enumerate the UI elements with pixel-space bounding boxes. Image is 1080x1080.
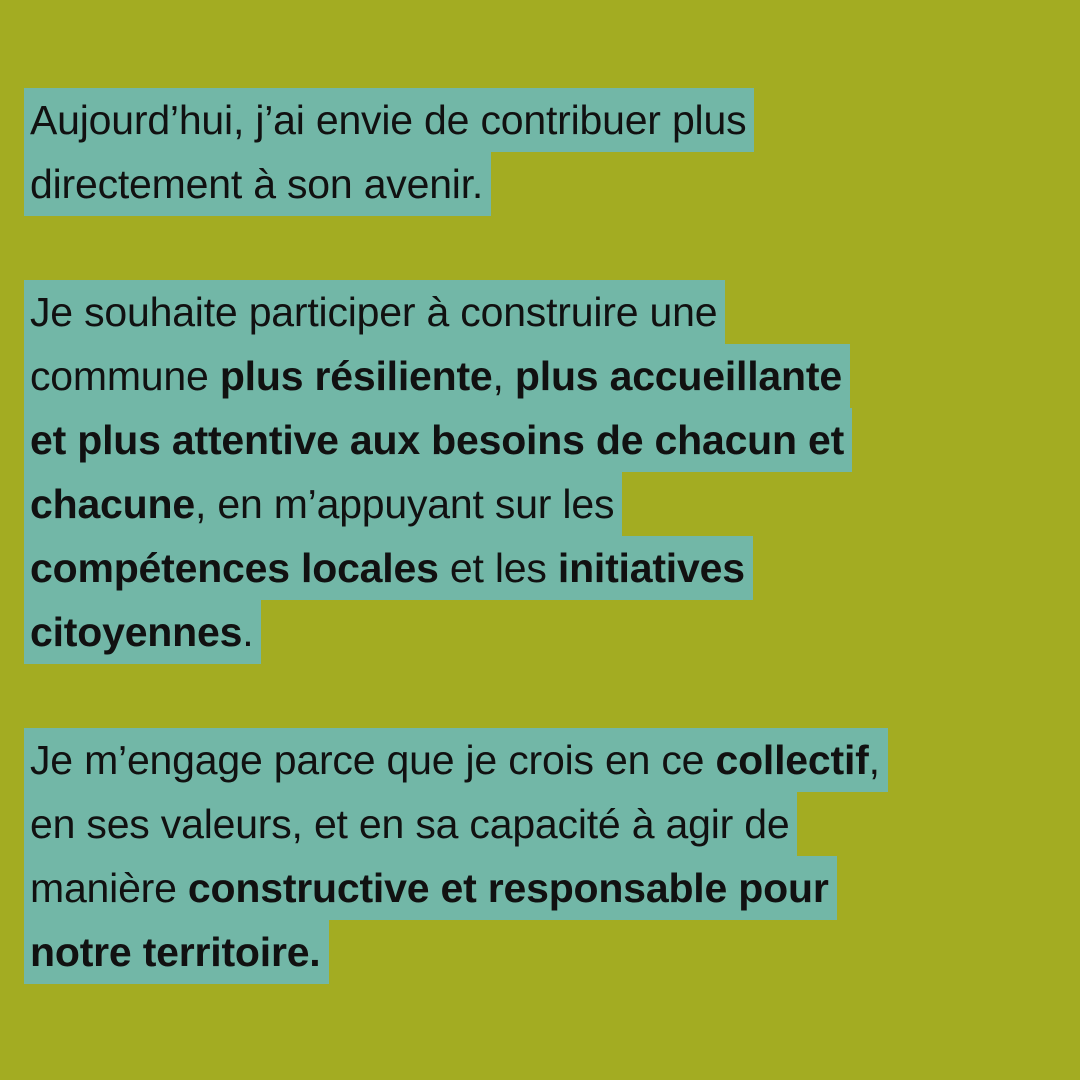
text-fragment: , en m’appuyant sur les <box>194 481 615 527</box>
emphasis-text: chacune <box>30 481 195 527</box>
emphasis-text: citoyennes <box>30 609 243 655</box>
text-fragment: manière <box>30 865 188 911</box>
emphasis-line: notre territoire. <box>24 920 329 984</box>
text-fragment: commune <box>30 353 220 399</box>
text-line: Aujourd’hui, j’ai envie de contribuer plus <box>24 88 754 152</box>
text-line: Je souhaite participer à construire une <box>24 280 725 344</box>
emphasis-line: et plus attentive aux besoins de chacun et <box>24 408 852 472</box>
text-line <box>24 536 753 600</box>
emphasis-text: compétences locales <box>30 545 439 591</box>
text-line <box>24 600 261 664</box>
text-line <box>24 344 850 408</box>
emphasis-text: initiatives <box>557 545 745 591</box>
text-fragment: Je m’engage parce que je crois en ce <box>30 737 716 783</box>
text-fragment: , <box>868 737 880 783</box>
text-fragment: , <box>492 353 515 399</box>
paragraph-gap <box>24 216 1044 280</box>
text-fragment: . <box>242 609 254 655</box>
text-block <box>24 88 1044 984</box>
text-line <box>24 728 888 792</box>
paragraph-gap <box>24 664 1044 728</box>
text-line: directement à son avenir. <box>24 152 491 216</box>
text-line <box>24 472 622 536</box>
text-fragment: et les <box>438 545 558 591</box>
text-line: en ses valeurs, et en sa capacité à agir de <box>24 792 797 856</box>
text-line <box>24 856 837 920</box>
paragraph-intro <box>24 88 1044 216</box>
emphasis-text: constructive et responsable pour <box>187 865 829 911</box>
paragraph-vision <box>24 280 1044 664</box>
emphasis-text: plus accueillante <box>514 353 842 399</box>
emphasis-text: plus résiliente <box>219 353 493 399</box>
paragraph-commitment <box>24 728 1044 984</box>
emphasis-text: collectif <box>715 737 869 783</box>
